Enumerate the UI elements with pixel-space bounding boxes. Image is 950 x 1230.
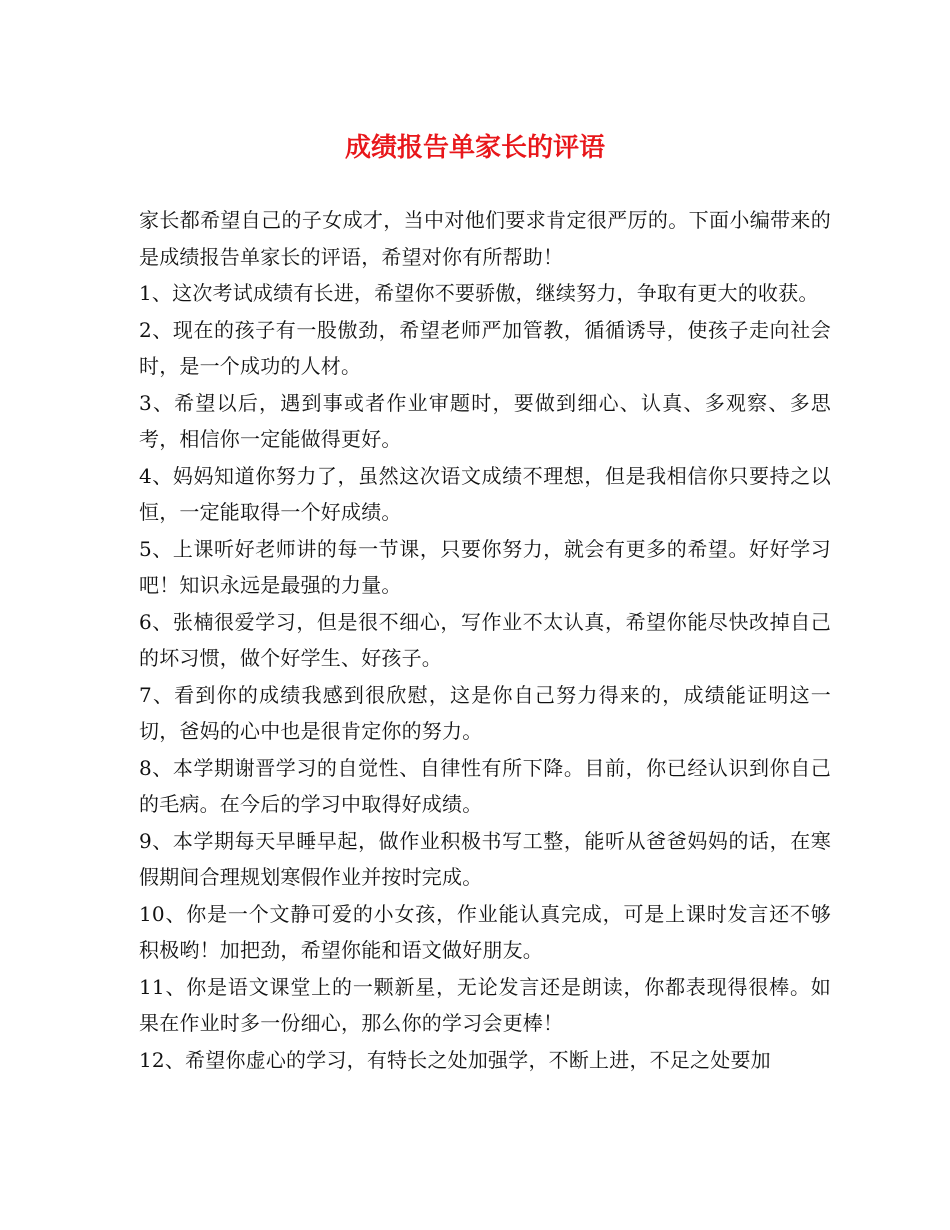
comment-item-9: 9、本学期每天早睡早起，做作业积极书写工整，能听从爸爸妈妈的话，在寒假期间合理规划寒假作业并按时完成。 <box>139 828 831 889</box>
comment-item-11: 11、你是语文课堂上的一颗新星，无论发言还是朗读，你都表现得很棒。如果在作业时多一份细心，那么你的学习会更棒！ <box>139 974 831 1035</box>
document-title: 成绩报告单家长的评语 <box>344 133 605 163</box>
comment-item-5: 5、上课听好老师讲的每一节课，只要你努力，就会有更多的希望。好好学习吧！知识永远是最强的力量。 <box>139 536 831 597</box>
comment-item-10: 10、你是一个文静可爱的小女孩，作业能认真完成，可是上课时发言还不够积极哟！加把劲，希望你能和语文做好朋友。 <box>139 901 831 962</box>
comment-item-3: 3、希望以后，遇到事或者作业审题时，要做到细心、认真、多观察、多思考，相信你一定能做得更好。 <box>139 390 831 451</box>
comment-item-8: 8、本学期谢晋学习的自觉性、自律性有所下降。目前，你已经认识到你自己的毛病。在今后的学习中取得好成绩。 <box>139 755 831 816</box>
comment-item-6: 6、张楠很爱学习，但是很不细心，写作业不太认真，希望你能尽快改掉自己的坏习惯，做个好学生、好孩子。 <box>139 609 831 670</box>
document-body <box>139 202 831 1078</box>
comment-item-2: 2、现在的孩子有一股傲劲，希望老师严加管教，循循诱导，使孩子走向社会时，是一个成功的人材。 <box>139 317 831 378</box>
comment-item-12: 12、希望你虚心的学习，有特长之处加强学，不断上进，不足之处要加 <box>139 1047 771 1072</box>
comment-item-7: 7、看到你的成绩我感到很欣慰，这是你自己努力得来的，成绩能证明这一切，爸妈的心中也是很肯定你的努力。 <box>139 682 831 743</box>
comment-item-1: 1、这次考试成绩有长进，希望你不要骄傲，继续努力，争取有更大的收获。 <box>139 281 819 305</box>
intro-paragraph: 家长都希望自己的子女成才，当中对他们要求肯定很严厉的。下面小编带来的是成绩报告单家长的评语，希望对你有所帮助！ <box>139 208 831 269</box>
comment-item-4: 4、妈妈知道你努力了，虽然这次语文成绩不理想，但是我相信你只要持之以恒，一定能取得一个好成绩。 <box>139 463 831 524</box>
